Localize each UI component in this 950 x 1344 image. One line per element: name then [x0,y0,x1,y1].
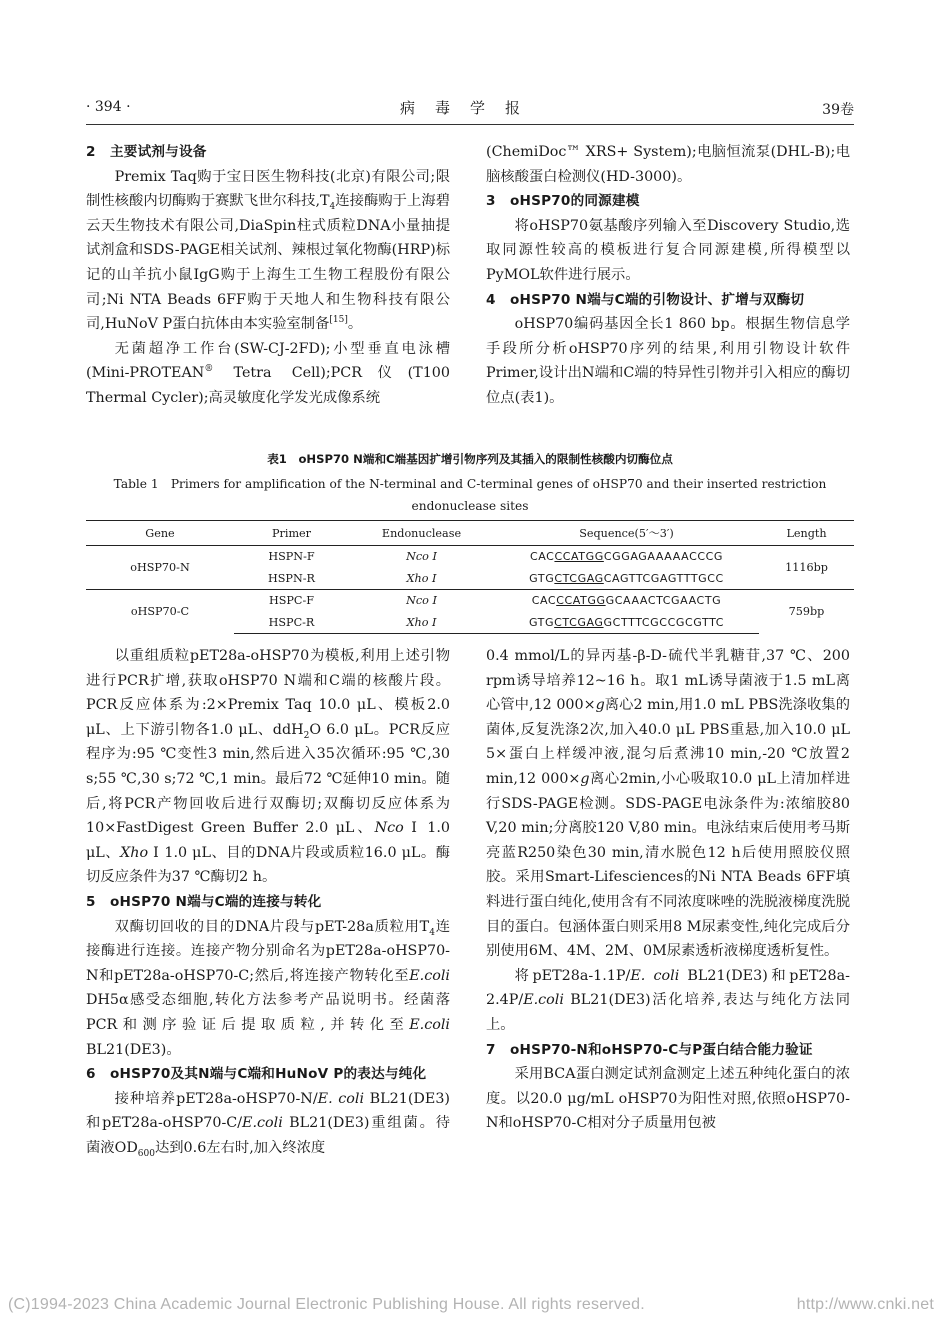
section-3-heading: 3 oHSP70的同源建模 [486,193,640,210]
section-5-heading: 5 oHSP70 N端与C端的连接与转化 [86,893,322,910]
length-cell: 1116bp [785,561,828,574]
col-header-length: Length [759,521,854,546]
primer-table [86,520,854,634]
enzyme-cell: Xho Ⅰ [349,612,494,634]
expression-paragraph: 0.4 mmol/L的异丙基-β-D-硫代半乳糖苷,37 ℃、200 rpm诱导培养12~16 h。取1 mL诱导菌液于1.5 mL离心管中,12 000×g离心2 min,用1.0 mL PBS洗涤收集的菌体,反复洗涤2次,加入40.0 μL PBS重悬,加入10.0 μL 5×蛋白上样缓冲液,混匀后煮沸10 min,-20 ℃放置2 min,12 000×g离心2min,小心吸取10.0 μL上清加样进行SDS-PAGE检测。SDS-PAGE电泳条件为:浓缩胶80 V,20 min;分离胶120 V,80 min。电泳结束后使用考马斯亮蓝R250染色30 min,清水脱色12 h后使用照胶仪照胶。采用Smart-Lifesciences的Ni NTA Beads 6FF填料进行蛋白纯化,使用含有不同浓度咪唑的洗脱液梯度洗脱目的蛋白。包涵体蛋白则采用8 M尿素变性,纯化完成后分别使用6M、4M、2M、0M尿素透析液梯度透析复性。 [486,648,850,960]
cnki-url: http://www.cnki.net [796,1296,934,1313]
page-number: · 394 · [86,99,131,115]
gene-cell: oHSP70-N [130,561,190,574]
section-2-continued: (ChemiDoc™ XRS+ System);电脑恒流泵(DHL-B);电脑核酸蛋白检测仪(HD-3000)。 [486,144,850,185]
copyright-text: (C)1994-2023 China Academic Journal Electronic Publishing House. All rights reserved. [8,1296,645,1313]
col-header-endonuclease: Endonuclease [349,521,494,546]
left-column-bottom [86,644,450,1160]
table-row [86,546,854,568]
primer-cell: HSPC-R [234,612,349,634]
enzyme-cell: Xho Ⅰ [406,571,437,585]
section-7-paragraph: 采用BCA蛋白测定试剂盒测定上述五种纯化蛋白的浓度。以20.0 μg/mL oHSP70为阳性对照,依照oHSP70-N和oHSP70-C相对分子质量用包被 [486,1066,850,1132]
right-column-bottom [486,644,850,1136]
gene-cell: oHSP70-C [86,590,234,634]
sequence-cell: CACCCATGGCGGAGAAAAACCCG [529,550,724,564]
section-2-paragraph-2: 无菌超净工作台(SW-CJ-2FD);小型垂直电泳槽(Mini-PROTEAN® Tetra Cell);PCR仪(T100 Thermal Cycler);高灵敏度化学发光成像系统 [86,340,450,406]
section-4-paragraph: oHSP70编码基因全长1 860 bp。根据生物信息学手段所分析oHSP70序列的结果,利用引物设计软件Primer,设计出N端和C端的特异性引物并引入相应的酶切位点(表1)。 [486,316,850,406]
primer-cell: HSPC-F [234,590,349,612]
table-header-row [86,521,854,546]
header-rule [86,124,854,125]
sequence-cell: GTGCTCGAGGCTTTCGCCGCGTTC [494,612,759,634]
sequence-cell: CACCCATGGGCAAACTCGAACTG [494,590,759,612]
running-header [86,97,854,121]
section-3-paragraph: 将oHSP70氨基酸序列输入至Discovery Studio,选取同源性较高的模板进行复合同源建模,所得模型以PyMOL软件进行展示。 [486,217,850,283]
right-column-top [486,140,850,411]
section-7-heading: 7 oHSP70-N和oHSP70-C与P蛋白结合能力验证 [486,1041,813,1058]
enzyme-cell: Nco Ⅰ [349,590,494,612]
pcr-paragraph: 以重组质粒pET28a-oHSP70为模板,利用上述引物进行PCR扩增,获取oHSP70 N端和C端的核酸片段。PCR反应体系为:2×Premix Taq 10.0 μL、模板2.0 μL、上下游引物各1.0 μL、ddH$_2$O 6.0 μL。PCR反应程序为:95 ℃变性3 min,然后进入35次循环:95 ℃,30 s;55 ℃,30 s;72 ℃,1 min。最后72 ℃延伸10 min。随后,将PCR产物回收后进行双酶切;双酶切反应体系为10×FastDigest Green Buffer 2.0 μL、Nco Ⅰ 1.0 μL、Xho Ⅰ 1.0 μL、目的DNA片段或质粒16.0 μL。酶切反应条件为37 ℃酶切2 h。 [86,648,451,886]
section-4-heading: 4 oHSP70 N端与C端的引物设计、扩增与双酶切 [486,291,805,308]
table-caption-en: Table 1 Primers for amplification of the N-terminal and C-terminal genes of oHSP70 and their inserted restriction endonuclease sites [113,477,827,513]
section-5-paragraph: 双酶切回收的目的DNA片段与pET-28a质粒用$T_4$连接酶进行连接。连接产物分别命名为pET28a-oHSP70-N和pET28a-oHSP70-C;然后,将连接产物转化至E.coli DH5α感受态细胞,转化方法参考产品说明书。经菌落PCR和测序验证后提取质粒,并转化至E.coli BL21(DE3)。 [86,918,450,1058]
sequence-cell: GTGCTCGAGCAGTTCGAGTTTGCC [529,571,724,585]
table-row [86,590,854,612]
citation-ref: [15] [329,315,348,326]
table-caption-cn: 表1 oHSP70 N端和C端基因扩增引物序列及其插入的限制性核酸内切酶位点 [267,452,673,466]
section-2-heading: 2 主要试剂与设备 [86,144,207,160]
section-6-paragraph: 接种培养pET28a-oHSP70-N/E. coli BL21(DE3)和pET28a-oHSP70-C/E.coli BL21(DE3)重组菌。待菌液$OD_{600}$达到0.6左右时,加入终浓度 [86,1090,450,1159]
enzyme-cell: Nco Ⅰ [406,550,437,564]
col-header-primer: Primer [234,521,349,546]
left-column-top [86,140,450,411]
volume-label: 39卷 [822,102,854,118]
section-6-heading: 6 oHSP70及其N端与C端和HuNoV P的表达与纯化 [86,1066,427,1083]
journal-title: 病毒学报 [399,99,540,117]
p-protein-paragraph: 将pET28a-1.1P/E. coli BL21(DE3)和pET28a-2.4P/E.coli BL21(DE3)活化培养,表达与纯化方法同上。 [486,967,850,1033]
length-cell: 759bp [759,590,854,634]
col-header-sequence: Sequence(5′～3′) [494,521,759,546]
primer-cell: HSPN-F [268,550,315,564]
section-2-paragraph-1: Premix Taq购于宝日医生物科技(北京)有限公司;限制性核酸内切酶购于赛默飞世尔科技$,T_4$连接酶购于上海碧云天生物技术有限公司,DiaSpin柱式质粒DNA小量抽提试剂盒和SDS-PAGE相关试剂、辣根过氧化物酶(HRP)标记的山羊抗小鼠IgG购于上海生工生物工程股份有限公司;Ni NTA Beads 6FF购于天地人和生物科技有限公司,HuNoV P蛋白抗体由本实验室制备[15]。 [86,168,450,333]
col-header-gene: Gene [86,521,234,546]
primer-cell: HSPN-R [268,571,315,585]
